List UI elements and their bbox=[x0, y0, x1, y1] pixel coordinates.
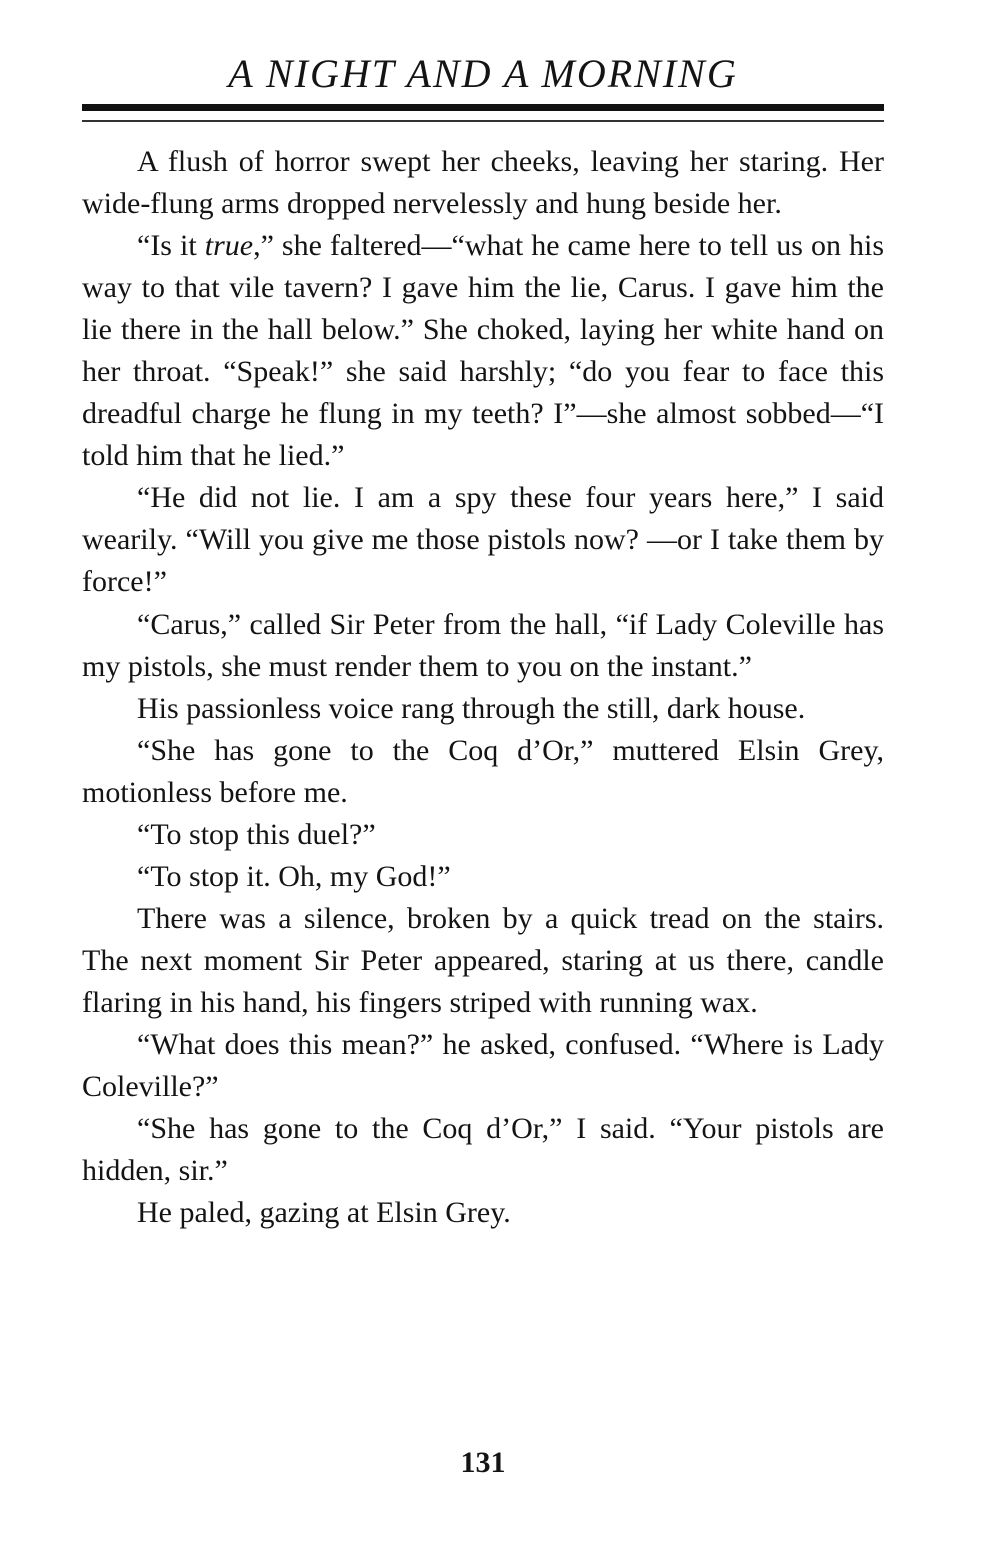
paragraph: A flush of horror swept her cheeks, leaving her staring. Her wide-flung arms dropped nervelessly and hung beside her. bbox=[82, 145, 884, 221]
paragraph: “To stop it. Oh, my God!” bbox=[137, 859, 451, 893]
paragraph: “She has gone to the Coq d’Or,” I said. “Your pistols are hidden, sir.” bbox=[82, 1112, 884, 1188]
paragraph: “Is it true,” she faltered—“what he came here to tell us on his way to that vile tavern? I gave him the lie, Carus. I gave him the lie there in the hall below.” She choked, laying her white hand on her throat. “Speak!” she said harshly; “do you fear to face this dreadful charge he flung in my teeth? I”—she almost sobbed—“I told him that he lied.” bbox=[82, 229, 885, 473]
header-rule-thin bbox=[82, 120, 884, 122]
body-text bbox=[82, 141, 884, 1234]
emphasis: true bbox=[204, 229, 254, 263]
paragraph: “To stop this duel?” bbox=[137, 817, 376, 851]
paragraph: He paled, gazing at Elsin Grey. bbox=[137, 1196, 511, 1230]
paragraph: His passionless voice rang through the still, dark house. bbox=[137, 691, 806, 725]
paragraph: “Carus,” called Sir Peter from the hall, “if Lady Coleville has my pistols, she must render them to you on the instant.” bbox=[82, 607, 884, 683]
paragraph: There was a silence, broken by a quick tread on the stairs. The next moment Sir Peter appeared, staring at us there, candle flaring in his hand, his fingers striped with running wax. bbox=[82, 901, 884, 1019]
paragraph: “He did not lie. I am a spy these four years here,” I said wearily. “Will you give me those pistols now? —or I take them by force!” bbox=[82, 481, 884, 599]
paragraph: “What does this mean?” he asked, confused. “Where is Lady Coleville?” bbox=[82, 1027, 884, 1104]
page-number: 131 bbox=[460, 1446, 506, 1479]
header-rule-thick bbox=[82, 104, 884, 111]
paragraph: “She has gone to the Coq d’Or,” muttered Elsin Grey, motionless before me. bbox=[82, 733, 884, 809]
running-title: A NIGHT AND A MORNING bbox=[228, 51, 738, 96]
